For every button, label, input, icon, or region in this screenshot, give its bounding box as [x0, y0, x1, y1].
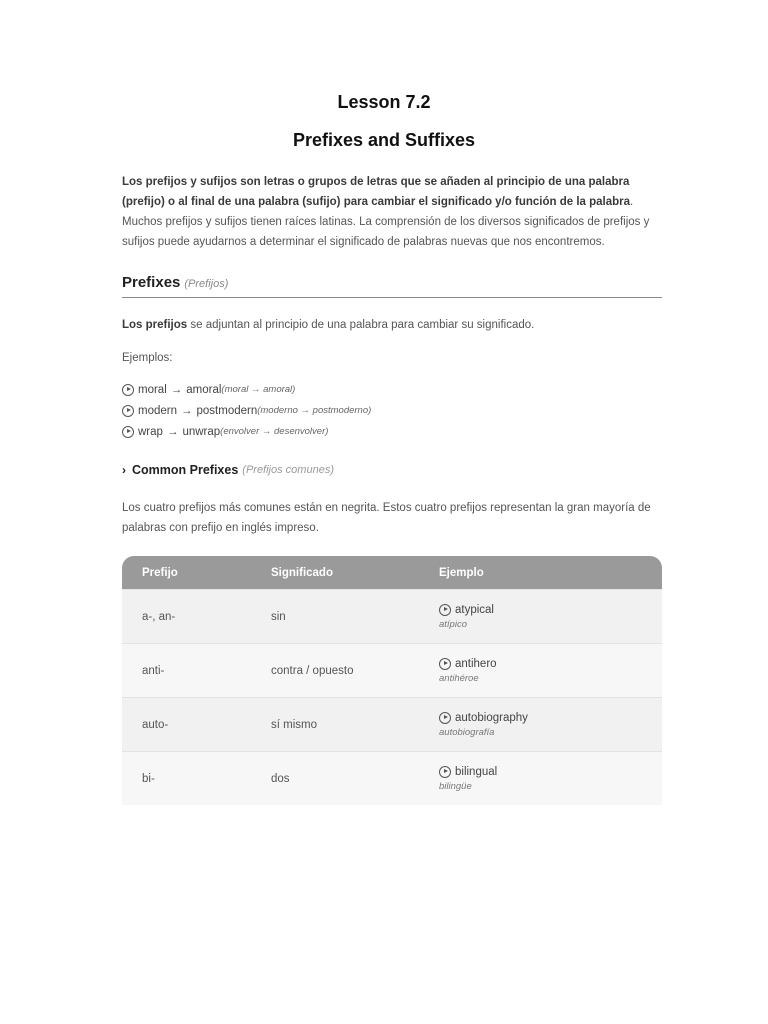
- play-audio-icon[interactable]: [122, 405, 134, 417]
- intro-bold-text: Los prefijos y sufijos son letras o grupos de letras que se añaden al principio de una palabra (prefijo) o al final de una palabra (sufijo) para cambiar el significado y/o función de la palabra: [122, 176, 631, 208]
- prefix-table: [122, 556, 662, 805]
- intro-paragraph: [122, 172, 662, 252]
- play-audio-icon[interactable]: [439, 604, 451, 616]
- prefix-cell: anti-: [142, 664, 165, 677]
- play-audio-icon[interactable]: [439, 658, 451, 670]
- prefixes-heading: [122, 274, 662, 298]
- example-word-translation: autobiografía: [439, 726, 495, 738]
- example-derived: postmodern: [196, 404, 258, 417]
- example-derived: unwrap: [182, 425, 221, 438]
- chevron-right-icon[interactable]: ›: [122, 463, 126, 477]
- table-row: [122, 697, 662, 751]
- arrow-icon: →: [181, 404, 193, 417]
- meaning-cell: dos: [271, 772, 290, 785]
- table-header: [122, 556, 662, 589]
- examples-list: [122, 379, 662, 442]
- table-row: [122, 643, 662, 697]
- lesson-number: Lesson 7.2: [337, 92, 431, 112]
- example-translation: (moderno → postmoderno): [257, 405, 372, 416]
- example-word-text: atypical: [455, 603, 494, 616]
- column-header-prefix: Prefijo: [142, 566, 178, 579]
- example-word-translation: antihéroe: [439, 672, 479, 684]
- example-cell: [439, 658, 662, 684]
- common-prefixes-translation: (Prefijos comunes): [242, 464, 334, 476]
- example-word-text: antihero: [455, 657, 497, 670]
- prefixes-heading-title: Prefixes: [122, 274, 181, 291]
- example-derived: amoral: [186, 383, 222, 396]
- example-item: [122, 400, 662, 421]
- column-header-meaning: Significado: [271, 566, 333, 579]
- example-word-translation: atípico: [439, 618, 467, 630]
- example-word[interactable]: [439, 604, 662, 616]
- intro-regular-text: . Muchos prefijos y sufijos tienen raíces latinas. La comprensión de los diversos significados de prefijos y sufijos puede ayudarnos a determinar el significado de palabras nuevas que nos encontremos.: [122, 196, 650, 248]
- example-word-text: bilingual: [455, 765, 498, 778]
- example-cell: [439, 766, 662, 792]
- prefix-definition-rest: se adjuntan al principio de una palabra para cambiar su significado.: [187, 319, 535, 331]
- example-word[interactable]: [439, 712, 662, 724]
- common-prefixes-title[interactable]: Common Prefixes: [132, 463, 239, 477]
- example-word-translation: bilingüe: [439, 780, 472, 792]
- example-cell: [439, 604, 662, 630]
- example-base: modern: [138, 404, 177, 417]
- common-prefixes-description: Los cuatro prefijos más comunes están en negrita. Estos cuatro prefijos representan la gran mayoría de palabras con prefijo en inglés impreso.: [122, 502, 651, 534]
- examples-label: Ejemplos:: [122, 352, 173, 364]
- example-base: moral: [138, 383, 167, 396]
- table-body: [122, 589, 662, 805]
- example-word-text: autobiography: [455, 711, 528, 724]
- example-word[interactable]: [439, 766, 662, 778]
- meaning-cell: sin: [271, 610, 286, 623]
- common-prefixes-toggle[interactable]: [122, 463, 662, 477]
- arrow-icon: →: [166, 425, 179, 438]
- table-row: [122, 589, 662, 643]
- arrow-icon: →: [170, 383, 183, 396]
- example-base: wrap: [138, 425, 163, 438]
- table-row: [122, 751, 662, 805]
- example-translation: (moral → amoral): [221, 384, 296, 395]
- play-audio-icon[interactable]: [122, 384, 134, 396]
- example-cell: [439, 712, 662, 738]
- play-audio-icon[interactable]: [122, 426, 134, 438]
- example-word[interactable]: [439, 658, 662, 670]
- play-audio-icon[interactable]: [439, 766, 451, 778]
- prefix-definition: [122, 316, 662, 334]
- lesson-title: Prefixes and Suffixes: [292, 130, 476, 150]
- example-item: [122, 379, 662, 400]
- meaning-cell: contra / opuesto: [271, 664, 354, 677]
- meaning-cell: sí mismo: [271, 718, 317, 731]
- prefix-cell: a-, an-: [142, 610, 176, 623]
- example-translation: (envolver → desenvolver): [220, 426, 329, 437]
- prefix-cell: auto-: [142, 718, 169, 731]
- prefixes-heading-translation: (Prefijos): [184, 278, 229, 290]
- prefix-definition-bold: Los prefijos: [122, 319, 188, 331]
- prefix-cell: bi-: [142, 772, 155, 785]
- column-header-example: Ejemplo: [439, 566, 484, 579]
- play-audio-icon[interactable]: [439, 712, 451, 724]
- example-item: [122, 421, 662, 442]
